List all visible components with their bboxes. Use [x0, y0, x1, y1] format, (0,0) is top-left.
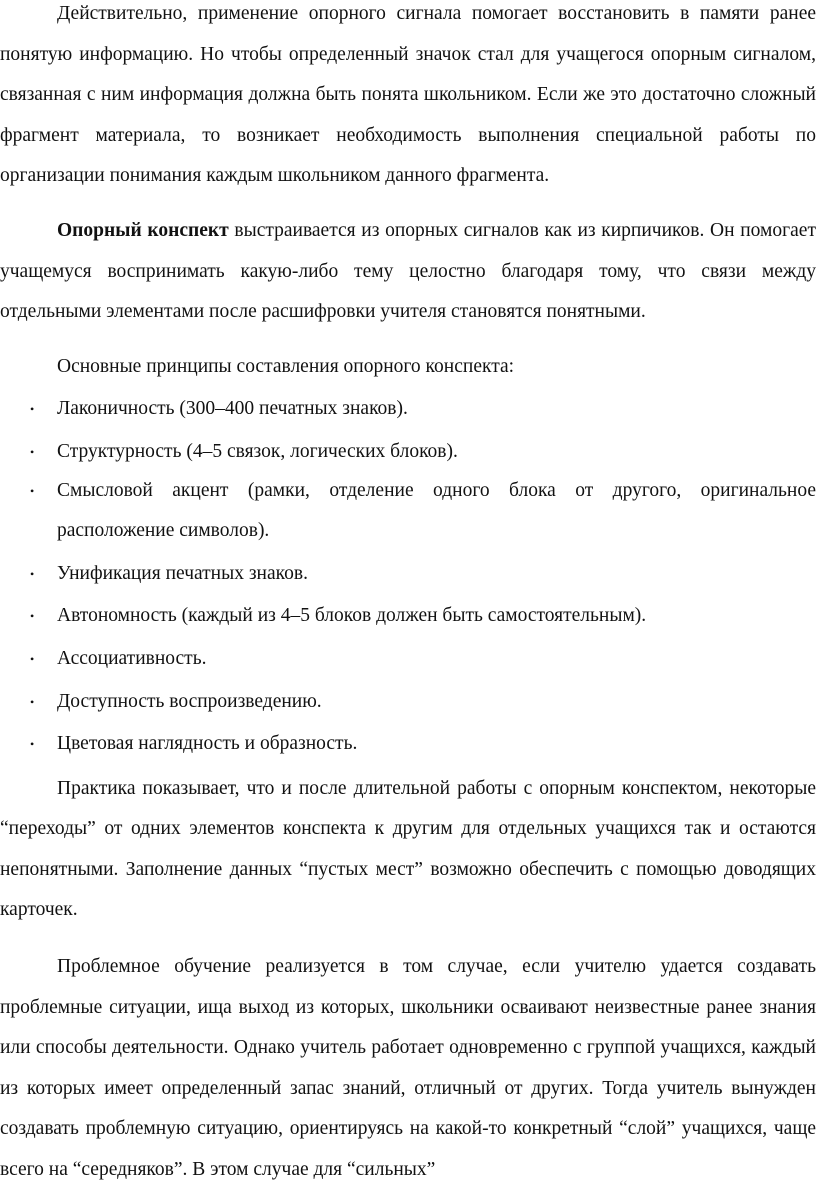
list-item-text: Доступность воспроизведению.: [57, 690, 322, 712]
bullet-icon: •: [30, 444, 35, 459]
list-item: [0, 724, 816, 765]
list-item-text: Лаконичность (300–400 печатных знаков).: [57, 398, 408, 420]
bullet-icon: •: [30, 737, 35, 752]
paragraph-support-outline: [0, 211, 816, 333]
list-item: [0, 471, 816, 552]
bullet-icon: •: [30, 566, 35, 581]
list-item: [0, 389, 816, 430]
bullet-icon: •: [30, 483, 35, 498]
principles-list: [0, 389, 816, 764]
paragraph-support-outline-text: выстраивается из опорных сигналов как из кирпичиков. Он помогает учащемуся воспринимать какую-либо тему целостно благодаря тому, что связи между отдельными элементами после расшифровки учителя становятся понятными.: [0, 219, 816, 323]
list-item: [0, 596, 816, 637]
list-item: [0, 432, 816, 473]
list-item-text: Автономность (каждый из 4–5 блоков должен быть самостоятельным).: [57, 605, 647, 627]
paragraph-problem-learning: Проблемное обучение реализуется в том случае, если учителю удается создавать проблемные ситуации, ища выход из которых, школьники осваивают неизвестные ранее знания или способы деятельности. Однако учитель работает одновременно с группой учащихся, каждый из которых имеет определенный запас знаний, отличный от других. Тогда учитель вынужден создавать проблемную ситуацию, ориентируясь на какой-то конкретный “слой” учащихся, чаще всего на “середняков”. В этом случае для “сильных”: [0, 956, 816, 1181]
term-support-outline: Опорный конспект: [57, 219, 229, 241]
bullet-icon: •: [30, 609, 35, 624]
principles-heading: Основные принципы составления опорного конспекта:: [57, 355, 515, 377]
paragraph-practice: Практика показывает, что и после длительной работы с опорным конспектом, некоторые “переходы” от одних элементов конспекта к другим для отдельных учащихся так и остаются непонятными. Заполнение данных “пустых мест” возможно обеспечить с помощью доводящих карточек.: [0, 777, 816, 921]
bullet-icon: •: [30, 651, 35, 666]
list-item-text: Ассоциативность.: [57, 647, 207, 669]
list-item: [0, 639, 816, 680]
list-item-text: Смысловой акцент (рамки, отделение одного блока от другого, оригинальное расположение символов).: [57, 479, 816, 542]
list-item: [0, 554, 816, 595]
bullet-icon: •: [30, 694, 35, 709]
bullet-icon: •: [30, 402, 35, 417]
paragraph-support-signal: Действительно, применение опорного сигнала помогает восстановить в памяти ранее понятую информацию. Но чтобы определенный значок стал для учащегося опорным сигналом, связанная с ним информация должна быть понята школьником. Если же это достаточно сложный фрагмент материала, то возникает необходимость выполнения специальной работы по организации понимания каждым школьником данного фрагмента.: [0, 3, 816, 187]
list-item-text: Цветовая наглядность и образность.: [57, 733, 358, 755]
list-item-text: Структурность (4–5 связок, логических блоков).: [57, 440, 458, 462]
list-item-text: Унификация печатных знаков.: [57, 562, 308, 584]
list-item: [0, 682, 816, 723]
